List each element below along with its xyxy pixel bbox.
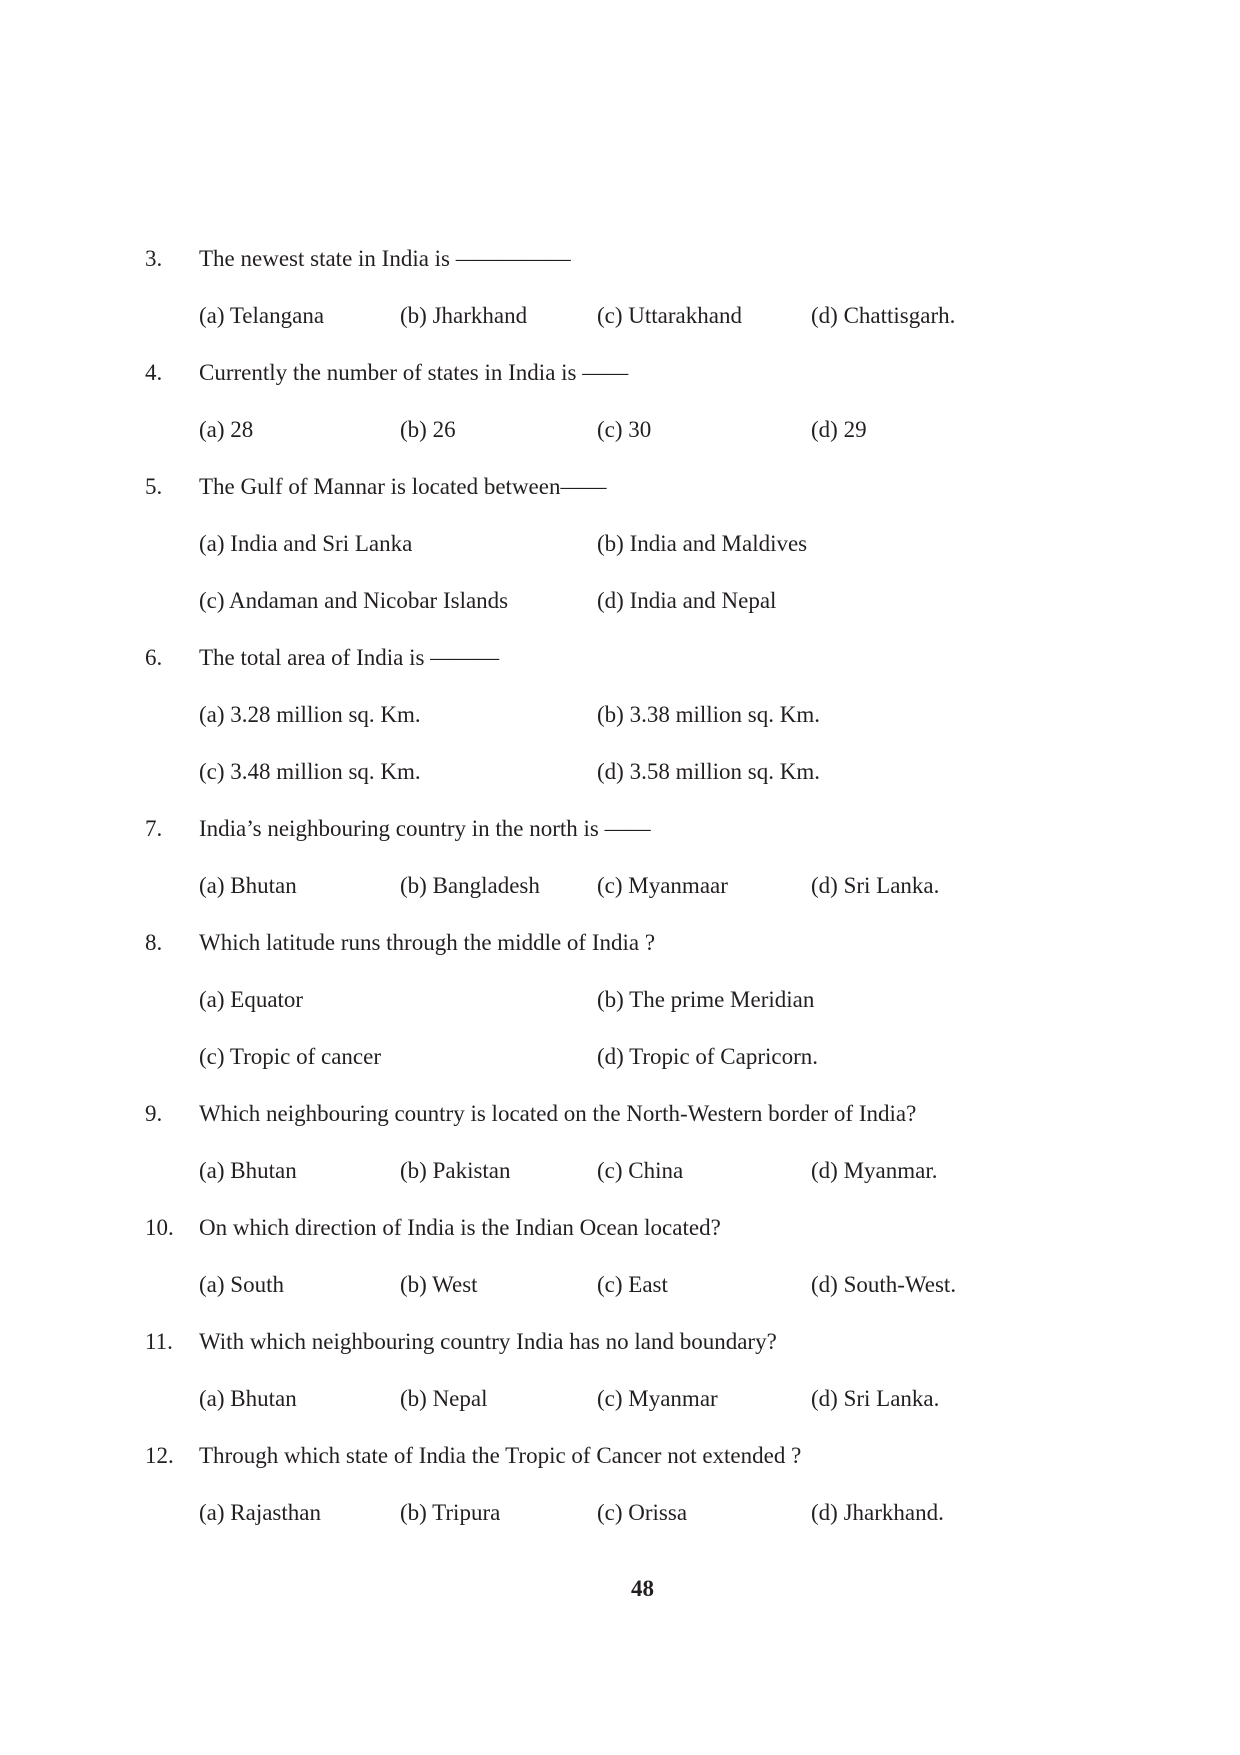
question-11 [0,1324,1240,1438]
question-line [0,241,1240,298]
options-row [0,982,1240,1039]
question-number: 11. [145,1329,173,1354]
option-d: (d) Sri Lanka. [811,1386,940,1411]
option-a: (a) 3.28 million sq. Km. [199,702,421,727]
question-number: 5. [145,474,163,499]
option-b: (b) The prime Meridian [597,987,815,1012]
question-line [0,640,1240,697]
options-row [0,868,1240,925]
question-8 [0,925,1240,1096]
question-number: 7. [145,816,163,841]
options-row [0,1153,1240,1210]
question-line [0,925,1240,982]
option-c: (c) East [597,1272,668,1297]
option-b: (b) Tripura [400,1500,501,1525]
options-row [0,754,1240,811]
question-10 [0,1210,1240,1324]
question-text: The total area of India is ——— [199,645,500,670]
page-number: 48 [631,1576,654,1601]
question-line [0,355,1240,412]
question-number: 8. [145,930,163,955]
question-number: 10. [145,1215,174,1240]
question-7 [0,811,1240,925]
question-line [0,1438,1240,1495]
question-text: On which direction of India is the Indian Ocean located? [199,1215,721,1240]
question-line [0,811,1240,868]
question-text: Currently the number of states in India is —— [199,360,629,385]
option-a: (a) South [199,1272,284,1297]
option-b: (b) 3.38 million sq. Km. [597,702,820,727]
option-c: (c) China [597,1158,684,1183]
question-line [0,1324,1240,1381]
question-12 [0,1438,1240,1552]
options-row [0,583,1240,640]
question-number: 12. [145,1443,174,1468]
option-c: (c) Myanmar [597,1386,718,1411]
question-3 [0,241,1240,355]
option-b: (b) Jharkhand [400,303,528,328]
option-d: (d) Chattisgarh. [811,303,956,328]
option-c: (c) Tropic of cancer [199,1044,382,1069]
option-d: (d) 29 [811,417,867,442]
option-a: (a) Equator [199,987,304,1012]
question-line [0,1210,1240,1267]
option-c: (c) 3.48 million sq. Km. [199,759,421,784]
question-line [0,1096,1240,1153]
question-number: 3. [145,246,163,271]
question-5 [0,469,1240,640]
question-line [0,469,1240,526]
option-a: (a) India and Sri Lanka [199,531,413,556]
option-d: (d) South-West. [811,1272,957,1297]
option-a: (a) 28 [199,417,254,442]
option-d: (d) Tropic of Capricorn. [597,1044,819,1069]
option-a: (a) Bhutan [199,1386,297,1411]
option-c: (c) Orissa [597,1500,688,1525]
option-c: (c) Myanmaar [597,873,728,898]
question-number: 6. [145,645,163,670]
question-6 [0,640,1240,811]
options-row [0,526,1240,583]
option-c: (c) Andaman and Nicobar Islands [199,588,509,613]
options-row [0,1039,1240,1096]
question-9 [0,1096,1240,1210]
question-text: Through which state of India the Tropic of Cancer not extended ? [199,1443,802,1468]
options-row [0,412,1240,469]
options-row [0,1495,1240,1552]
option-a: (a) Bhutan [199,873,297,898]
question-text: Which latitude runs through the middle of India ? [199,930,656,955]
option-b: (b) West [400,1272,478,1297]
question-number: 4. [145,360,163,385]
option-a: (a) Rajasthan [199,1500,321,1525]
question-text: The Gulf of Mannar is located between—— [199,474,607,499]
question-number: 9. [145,1101,163,1126]
options-row [0,1267,1240,1324]
option-c: (c) 30 [597,417,652,442]
options-row [0,697,1240,754]
option-d: (d) Sri Lanka. [811,873,940,898]
option-d: (d) India and Nepal [597,588,777,613]
options-row [0,298,1240,355]
question-text: Which neighbouring country is located on the North-Western border of India? [199,1101,917,1126]
option-d: (d) Myanmar. [811,1158,938,1183]
question-text: With which neighbouring country India has no land boundary? [199,1329,777,1354]
option-d: (d) Jharkhand. [811,1500,944,1525]
question-text: India’s neighbouring country in the north is —— [199,816,651,841]
option-b: (b) India and Maldives [597,531,808,556]
option-b: (b) Bangladesh [400,873,540,898]
options-row [0,1381,1240,1438]
question-text: The newest state in India is ————— [199,246,571,271]
option-d: (d) 3.58 million sq. Km. [597,759,820,784]
option-a: (a) Bhutan [199,1158,297,1183]
option-b: (b) Nepal [400,1386,488,1411]
option-b: (b) 26 [400,417,456,442]
question-4 [0,355,1240,469]
option-c: (c) Uttarakhand [597,303,742,328]
option-a: (a) Telangana [199,303,325,328]
option-b: (b) Pakistan [400,1158,511,1183]
